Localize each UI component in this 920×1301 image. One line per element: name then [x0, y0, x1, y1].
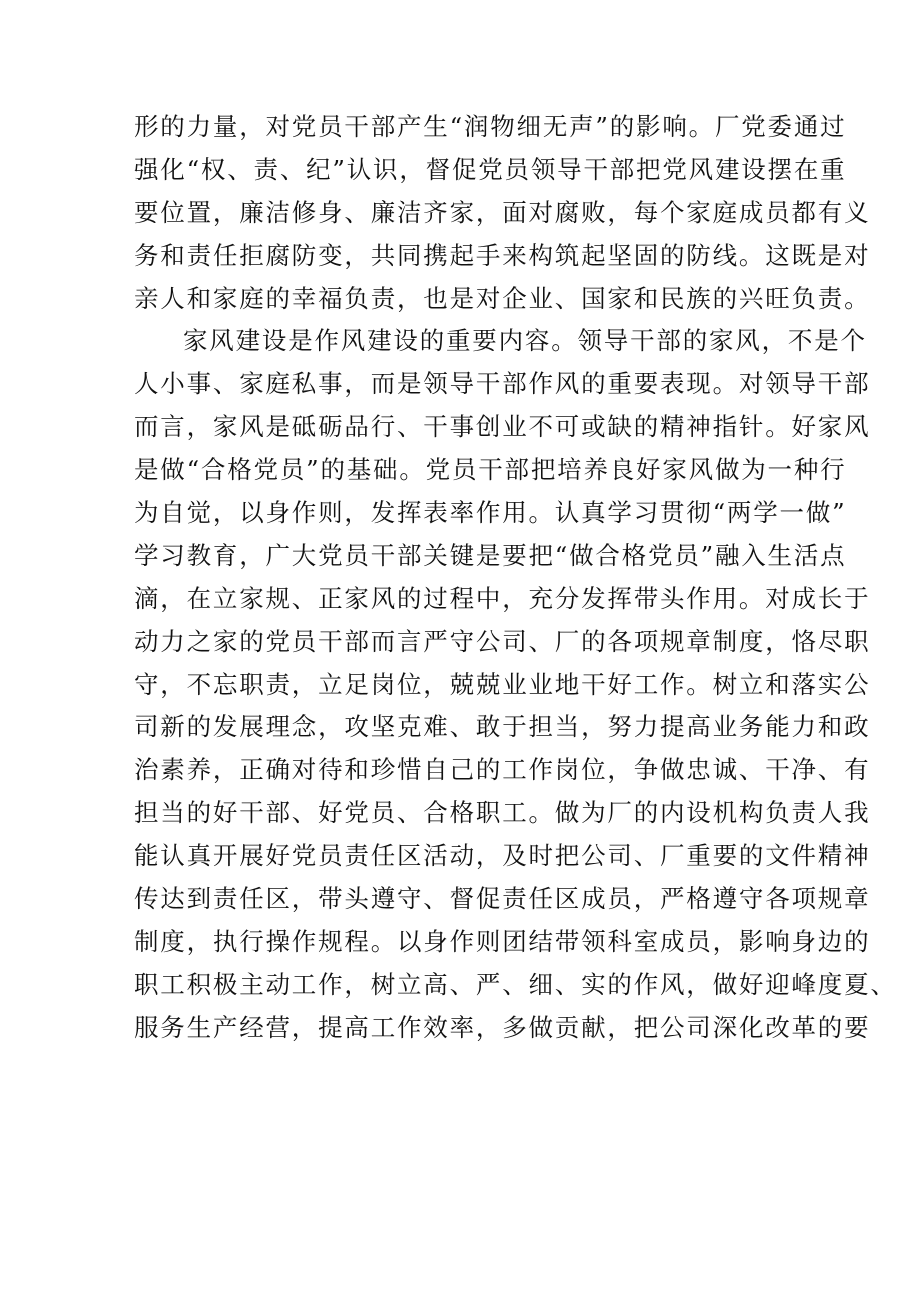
text-line: 治素养，正确对待和珍惜自己的工作岗位，争做忠诚、干净、有 — [134, 755, 871, 785]
text-line: 职工积极主动工作，树立高、严、细、实的作风，做好迎峰度夏、 — [134, 969, 897, 999]
text-line: 能认真开展好党员责任区活动，及时把公司、厂重要的文件精神 — [134, 841, 871, 871]
text-line: 亲人和家庭的幸福负责，也是对企业、国家和民族的兴旺负责。 — [134, 283, 871, 313]
text-line: 要位置，廉洁修身、廉洁齐家，面对腐败，每个家庭成员都有义 — [134, 197, 871, 227]
text-line: 担当的好干部、好党员、合格职工。做为厂的内设机构负责人我 — [134, 798, 871, 828]
text-line: 动力之家的党员干部而言严守公司、厂的各项规章制度，恪尽职 — [134, 626, 871, 656]
text-line: 强化“权、责、纪”认识，督促党员领导干部把党风建设摆在重 — [134, 154, 847, 184]
text-line: 人小事、家庭私事，而是领导干部作风的重要表现。对领导干部 — [134, 369, 871, 399]
text-line: 形的力量，对党员干部产生“润物细无声”的影响。厂党委通过 — [134, 112, 847, 141]
text-line: 滴，在立家规、正家风的过程中，充分发挥带头作用。对成长于 — [134, 583, 871, 613]
text-line: 司新的发展理念，攻坚克难、敢于担当，努力提高业务能力和政 — [134, 712, 871, 742]
text-line: 守，不忘职责，立足岗位，兢兢业业地干好工作。树立和落实公 — [134, 669, 871, 699]
text-line: 传达到责任区，带头遵守、督促责任区成员，严格遵守各项规章 — [134, 884, 871, 914]
text-line: 是做“合格党员”的基础。党员干部把培养良好家风做为一种行 — [134, 455, 847, 485]
text-line: 务和责任拒腐防变，共同携起手来构筑起坚固的防线。这既是对 — [134, 240, 871, 270]
text-line: 学习教育，广大党员干部关键是要把“做合格党员”融入生活点 — [134, 540, 847, 570]
document-body — [134, 106, 897, 1050]
text-line: 服务生产经营，提高工作效率，多做贡献，把公司深化改革的要 — [134, 1012, 871, 1042]
text-line: 制度，执行操作规程。以身作则团结带领科室成员，影响身边的 — [134, 926, 871, 956]
text-line: 为自觉，以身作则，发挥表率作用。认真学习贯彻“两学一做” — [134, 498, 847, 528]
text-line: 而言，家风是砥砺品行、干事创业不可或缺的精神指针。好家风 — [134, 412, 871, 442]
paragraph-first-line: 家风建设是作风建设的重要内容。领导干部的家风，不是个 — [183, 326, 867, 356]
